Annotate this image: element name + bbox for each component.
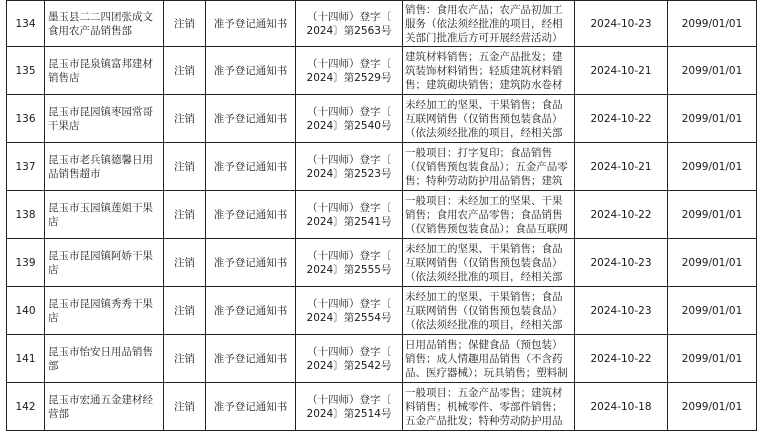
reference-line: （十四师）登字〔 xyxy=(307,153,391,166)
business-name: 昆玉市怡安日用品销售部 xyxy=(45,335,164,383)
business-name: 昆玉市昆园镇秀秀干果店 xyxy=(45,287,164,335)
reference-line: （十四师）登字〔 xyxy=(307,10,391,23)
table-body xyxy=(7,1,757,431)
business-scope-text: 一般项目：打字复印；食品销售（仅销售预包装食品）；五金产品零售；特种劳动防护用品销售；建筑 xyxy=(405,146,568,187)
table-row xyxy=(7,47,757,95)
row-number: 137 xyxy=(7,143,45,191)
decision-date: 2024-10-23 xyxy=(575,287,668,335)
business-name: 墨玉县二二四团张成文食用农产品销售部 xyxy=(45,1,164,47)
document-type: 准予登记通知书 xyxy=(206,191,296,239)
business-name: 昆玉市玉园镇莲姐干果店 xyxy=(45,191,164,239)
decision-date: 2024-10-22 xyxy=(575,191,668,239)
reference-number xyxy=(296,1,403,47)
business-scope xyxy=(403,335,575,383)
decision-date: 2024-10-18 xyxy=(575,383,668,431)
business-name: 昆玉市宏通五金建材经营部 xyxy=(45,383,164,431)
document-type: 准予登记通知书 xyxy=(206,95,296,143)
row-number: 141 xyxy=(7,335,45,383)
reference-number xyxy=(296,143,403,191)
document-type: 准予登记通知书 xyxy=(206,143,296,191)
reference-line: （十四师）登字〔 xyxy=(307,297,391,310)
business-name: 昆玉市昆泉镇富邦建材销售店 xyxy=(45,47,164,95)
registration-action: 注销 xyxy=(164,143,206,191)
registration-table xyxy=(6,0,757,431)
table-row xyxy=(7,95,757,143)
reference-line: （十四师）登字〔 xyxy=(307,249,391,262)
business-scope xyxy=(403,1,575,47)
table-row xyxy=(7,143,757,191)
row-number: 135 xyxy=(7,47,45,95)
document-type: 准予登记通知书 xyxy=(206,287,296,335)
business-scope-text: 销售：食用农产品；农产品初加工服务（依法须经批准的项目，经相关部门批准后方可开展经营活动） xyxy=(405,3,563,44)
business-name: 昆玉市昆园镇枣园常哥干果店 xyxy=(45,95,164,143)
registration-action: 注销 xyxy=(164,95,206,143)
table-row xyxy=(7,239,757,287)
reference-line: （十四师）登字〔 xyxy=(307,393,391,406)
registration-action: 注销 xyxy=(164,287,206,335)
reference-number xyxy=(296,191,403,239)
reference-line: 2024〕第2554号 xyxy=(306,311,392,324)
row-number: 142 xyxy=(7,383,45,431)
registration-action: 注销 xyxy=(164,239,206,287)
registration-action: 注销 xyxy=(164,1,206,47)
table-row xyxy=(7,1,757,47)
table-row xyxy=(7,287,757,335)
row-number: 138 xyxy=(7,191,45,239)
expiry-date: 2099/01/01 xyxy=(668,335,757,383)
document-type: 准予登记通知书 xyxy=(206,47,296,95)
business-scope xyxy=(403,47,575,95)
row-number: 139 xyxy=(7,239,45,287)
document-type: 准予登记通知书 xyxy=(206,383,296,431)
row-number: 140 xyxy=(7,287,45,335)
business-name: 昆玉市昆园镇阿娇干果店 xyxy=(45,239,164,287)
reference-line: 2024〕第2563号 xyxy=(306,24,392,37)
business-scope-text: 未经加工的坚果、干果销售；食品互联网销售（仅销售预包装食品）（依法须经批准的项目，经相关部 xyxy=(405,98,563,139)
reference-line: （十四师）登字〔 xyxy=(307,57,391,70)
table-row xyxy=(7,191,757,239)
reference-line: 2024〕第2555号 xyxy=(306,263,392,276)
business-scope xyxy=(403,239,575,287)
row-number: 134 xyxy=(7,1,45,47)
business-scope xyxy=(403,143,575,191)
registration-action: 注销 xyxy=(164,335,206,383)
reference-number xyxy=(296,383,403,431)
business-scope xyxy=(403,191,575,239)
reference-number xyxy=(296,239,403,287)
expiry-date: 2099/01/01 xyxy=(668,47,757,95)
expiry-date: 2099/01/01 xyxy=(668,383,757,431)
registration-action: 注销 xyxy=(164,383,206,431)
row-number: 136 xyxy=(7,95,45,143)
reference-number xyxy=(296,287,403,335)
reference-line: 2024〕第2541号 xyxy=(306,215,392,228)
reference-number xyxy=(296,335,403,383)
business-scope-text: 日用品销售；保健食品（预包装）销售；成人情趣用品销售（不含药品、医疗器械）；玩具销售；塑料制 xyxy=(405,338,568,379)
document-type: 准予登记通知书 xyxy=(206,1,296,47)
reference-number xyxy=(296,47,403,95)
decision-date: 2024-10-21 xyxy=(575,47,668,95)
reference-line: （十四师）登字〔 xyxy=(307,105,391,118)
business-scope-text: 一般项目：五金产品零售；建筑材料销售；机械零件、零部件销售；五金产品批发；特种劳动防护用品 xyxy=(405,386,563,427)
expiry-date: 2099/01/01 xyxy=(668,1,757,47)
registration-action: 注销 xyxy=(164,191,206,239)
decision-date: 2024-10-22 xyxy=(575,95,668,143)
business-scope-text: 一般项目：未经加工的坚果、干果销售；食用农产品零售；食品销售（仅销售预包装食品）；食品互联网 xyxy=(405,194,568,235)
decision-date: 2024-10-21 xyxy=(575,143,668,191)
decision-date: 2024-10-23 xyxy=(575,239,668,287)
decision-date: 2024-10-22 xyxy=(575,335,668,383)
expiry-date: 2099/01/01 xyxy=(668,191,757,239)
expiry-date: 2099/01/01 xyxy=(668,239,757,287)
business-scope-text: 未经加工的坚果、干果销售；食品互联网销售（仅销售预包装食品）（依法须经批准的项目，经相关部 xyxy=(405,242,563,283)
business-scope-text: 未经加工的坚果、干果销售；食品互联网销售（仅销售预包装食品）（依法须经批准的项目，经相关部 xyxy=(405,290,563,331)
reference-line: 2024〕第2523号 xyxy=(306,167,392,180)
business-scope xyxy=(403,383,575,431)
expiry-date: 2099/01/01 xyxy=(668,95,757,143)
reference-line: 2024〕第2542号 xyxy=(306,359,392,372)
reference-line: 2024〕第2514号 xyxy=(306,407,392,420)
expiry-date: 2099/01/01 xyxy=(668,287,757,335)
business-scope xyxy=(403,287,575,335)
reference-line: 2024〕第2540号 xyxy=(306,119,392,132)
business-name: 昆玉市老兵镇德馨日用品销售超市 xyxy=(45,143,164,191)
reference-line: （十四师）登字〔 xyxy=(307,345,391,358)
document-type: 准予登记通知书 xyxy=(206,335,296,383)
decision-date: 2024-10-23 xyxy=(575,1,668,47)
reference-line: 2024〕第2529号 xyxy=(306,71,392,84)
reference-number xyxy=(296,95,403,143)
reference-line: （十四师）登字〔 xyxy=(307,201,391,214)
business-scope xyxy=(403,95,575,143)
table-row xyxy=(7,335,757,383)
document-type: 准予登记通知书 xyxy=(206,239,296,287)
registration-action: 注销 xyxy=(164,47,206,95)
table-row xyxy=(7,383,757,431)
expiry-date: 2099/01/01 xyxy=(668,143,757,191)
business-scope-text: 建筑材料销售；五金产品批发；建筑装饰材料销售；轻质建筑材料销售；建筑砌块销售；建筑防水卷材 xyxy=(405,50,563,91)
